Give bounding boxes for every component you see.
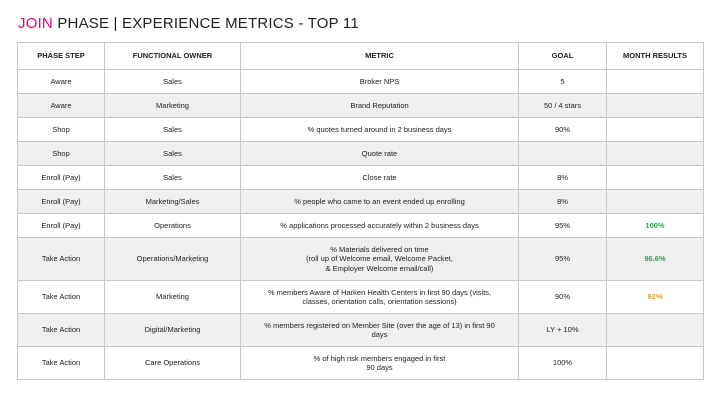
- cell-metric: Close rate: [241, 166, 519, 190]
- cell-month-result: [607, 166, 704, 190]
- cell-month-result: 96.6%: [607, 238, 704, 281]
- cell-metric: % members registered on Member Site (over the age of 13) in first 90 days: [241, 314, 519, 347]
- cell-goal: 90%: [519, 118, 607, 142]
- cell-goal: 50 / 4 stars: [519, 94, 607, 118]
- table-row: [18, 166, 704, 190]
- cell-functional-owner: Sales: [105, 166, 241, 190]
- table-row: [18, 238, 704, 281]
- cell-goal: 5: [519, 70, 607, 94]
- cell-phase-step: Aware: [18, 94, 105, 118]
- cell-goal: 95%: [519, 214, 607, 238]
- cell-metric: Brand Reputation: [241, 94, 519, 118]
- cell-goal: 100%: [519, 347, 607, 380]
- cell-functional-owner: Care Operations: [105, 347, 241, 380]
- cell-phase-step: Enroll (Pay): [18, 214, 105, 238]
- cell-phase-step: Shop: [18, 142, 105, 166]
- table-body: [18, 70, 704, 380]
- header-functional-owner: FUNCTIONAL OWNER: [105, 43, 241, 70]
- cell-phase-step: Take Action: [18, 281, 105, 314]
- cell-month-result: 92%: [607, 281, 704, 314]
- table-row: [18, 347, 704, 380]
- page-title: [18, 15, 359, 32]
- table-row: [18, 142, 704, 166]
- cell-month-result: [607, 70, 704, 94]
- header-month-results: MONTH RESULTS: [607, 43, 704, 70]
- cell-phase-step: Shop: [18, 118, 105, 142]
- cell-month-result: [607, 190, 704, 214]
- cell-phase-step: Aware: [18, 70, 105, 94]
- cell-metric: % applications processed accurately within 2 business days: [241, 214, 519, 238]
- cell-phase-step: Enroll (Pay): [18, 190, 105, 214]
- cell-phase-step: Take Action: [18, 314, 105, 347]
- cell-month-result: 100%: [607, 214, 704, 238]
- cell-goal: 8%: [519, 166, 607, 190]
- cell-metric: Broker NPS: [241, 70, 519, 94]
- cell-phase-step: Take Action: [18, 238, 105, 281]
- cell-metric: % members Aware of Harken Health Centers in first 90 days (visits, classes, orientation calls, orientation sessions): [241, 281, 519, 314]
- cell-goal: 90%: [519, 281, 607, 314]
- cell-phase-step: Enroll (Pay): [18, 166, 105, 190]
- cell-month-result: [607, 94, 704, 118]
- header-row: [18, 43, 704, 70]
- cell-functional-owner: Sales: [105, 118, 241, 142]
- cell-functional-owner: Sales: [105, 142, 241, 166]
- table-row: [18, 70, 704, 94]
- cell-phase-step: Take Action: [18, 347, 105, 380]
- table-row: [18, 314, 704, 347]
- cell-goal: 8%: [519, 190, 607, 214]
- cell-month-result: [607, 347, 704, 380]
- cell-month-result: [607, 142, 704, 166]
- header-goal: GOAL: [519, 43, 607, 70]
- table-row: [18, 281, 704, 314]
- title-rest: PHASE | EXPERIENCE METRICS - TOP 11: [52, 15, 359, 32]
- cell-metric: Quote rate: [241, 142, 519, 166]
- cell-goal: LY + 10%: [519, 314, 607, 347]
- cell-functional-owner: Operations/Marketing: [105, 238, 241, 281]
- table-row: [18, 190, 704, 214]
- metrics-table: [17, 42, 704, 380]
- cell-month-result: [607, 118, 704, 142]
- cell-goal: 95%: [519, 238, 607, 281]
- cell-metric: % of high risk members engaged in first 90 days: [241, 347, 519, 380]
- cell-functional-owner: Digital/Marketing: [105, 314, 241, 347]
- table-row: [18, 94, 704, 118]
- cell-goal: [519, 142, 607, 166]
- table-row: [18, 214, 704, 238]
- cell-functional-owner: Marketing: [105, 94, 241, 118]
- cell-functional-owner: Operations: [105, 214, 241, 238]
- cell-functional-owner: Sales: [105, 70, 241, 94]
- cell-month-result: [607, 314, 704, 347]
- cell-metric: % Materials delivered on time (roll up of Welcome email, Welcome Packet, & Employer Welcome email/call): [241, 238, 519, 281]
- cell-functional-owner: Marketing: [105, 281, 241, 314]
- header-metric: METRIC: [241, 43, 519, 70]
- header-phase-step: PHASE STEP: [18, 43, 105, 70]
- table-row: [18, 118, 704, 142]
- cell-functional-owner: Marketing/Sales: [105, 190, 241, 214]
- title-accent: JOIN: [18, 15, 53, 32]
- cell-metric: % people who came to an event ended up enrolling: [241, 190, 519, 214]
- cell-metric: % quotes turned around in 2 business days: [241, 118, 519, 142]
